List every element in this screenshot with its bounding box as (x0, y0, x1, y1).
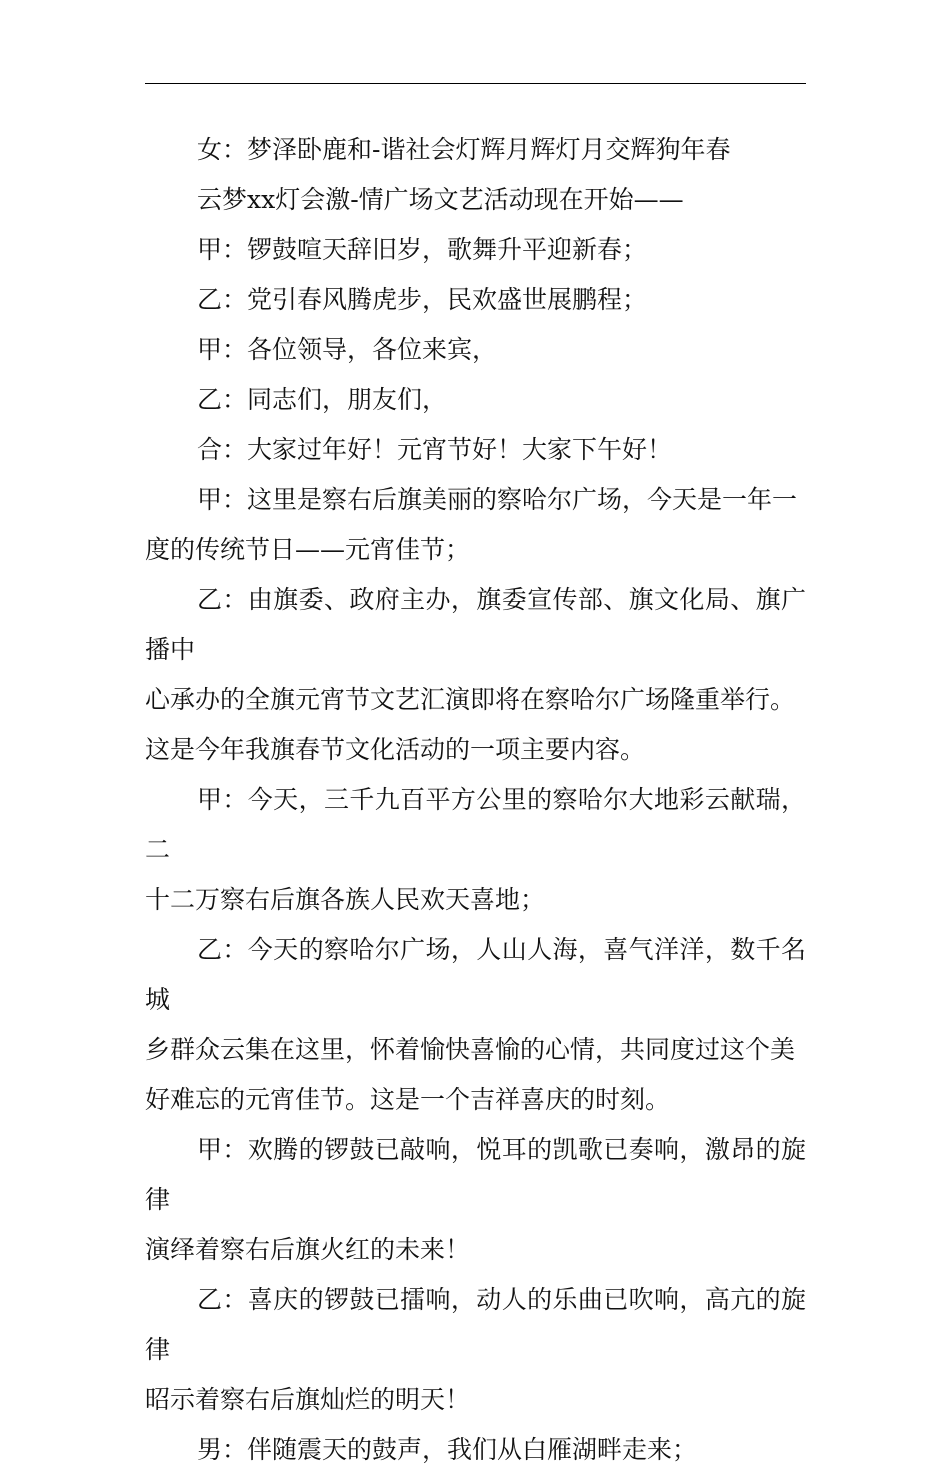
text-line: 乙：喜庆的锣鼓已擂响，动人的乐曲已吹响，高亢的旋律 (145, 1285, 806, 1364)
text-line: 甲：这里是察右后旗美丽的察哈尔广场，今天是一年一 (197, 485, 798, 514)
text-line: 乙：今天的察哈尔广场，人山人海，喜气洋洋，数千名城 (145, 935, 806, 1014)
text-line: 昭示着察右后旗灿烂的明天！ (145, 1385, 471, 1414)
text-line: 好难忘的元宵佳节。这是一个吉祥喜庆的时刻。 (145, 1085, 671, 1114)
text-line: 男：伴随震天的鼓声，我们从白雁湖畔走来； (197, 1435, 698, 1464)
text-line: 乙：党引春风腾虎步，民欢盛世展鹏程； (197, 285, 648, 314)
text-line: 乙：同志们，朋友们， (197, 385, 448, 414)
text-line: 演绎着察右后旗火红的未来！ (145, 1235, 471, 1264)
text-line: 十二万察右后旗各族人民欢天喜地； (145, 885, 546, 914)
text-line: 乙：由旗委、政府主办，旗委宣传部、旗文化局、旗广播中 (145, 585, 806, 664)
text-line: 甲：各位领导，各位来宾， (197, 335, 498, 364)
text-line: 这是今年我旗春节文化活动的一项主要内容。 (145, 735, 646, 764)
paragraph (145, 1125, 806, 1275)
text-line: 合：大家过年好！元宵节好！大家下午好！ (197, 435, 673, 464)
text-line: 甲：今天，三千九百平方公里的察哈尔大地彩云献瑞，二 (145, 785, 806, 864)
paragraph (145, 1425, 806, 1475)
paragraph (145, 175, 806, 225)
document-body (145, 125, 806, 1475)
text-line: 云梦xx灯会激-情广场文艺活动现在开始—— (197, 185, 684, 214)
paragraph (145, 375, 806, 425)
paragraph (145, 925, 806, 1125)
paragraph (145, 775, 806, 925)
paragraph (145, 475, 806, 575)
paragraph (145, 325, 806, 375)
paragraph (145, 225, 806, 275)
paragraph (145, 575, 806, 775)
text-line: 甲：欢腾的锣鼓已敲响，悦耳的凯歌已奏响，激昂的旋律 (145, 1135, 806, 1214)
paragraph (145, 1275, 806, 1425)
paragraph (145, 125, 806, 175)
text-line: 心承办的全旗元宵节文艺汇演即将在察哈尔广场隆重举行。 (145, 685, 796, 714)
text-line: 女：梦泽卧鹿和-谐社会灯辉月辉灯月交辉狗年春 (197, 135, 731, 164)
paragraph (145, 425, 806, 475)
text-line: 度的传统节日——元宵佳节； (145, 535, 471, 564)
text-line: 甲：锣鼓喧天辞旧岁，歌舞升平迎新春； (197, 235, 648, 264)
header-rule (145, 83, 806, 84)
text-line: 乡群众云集在这里，怀着愉快喜愉的心情，共同度过这个美 (145, 1035, 796, 1064)
paragraph (145, 275, 806, 325)
